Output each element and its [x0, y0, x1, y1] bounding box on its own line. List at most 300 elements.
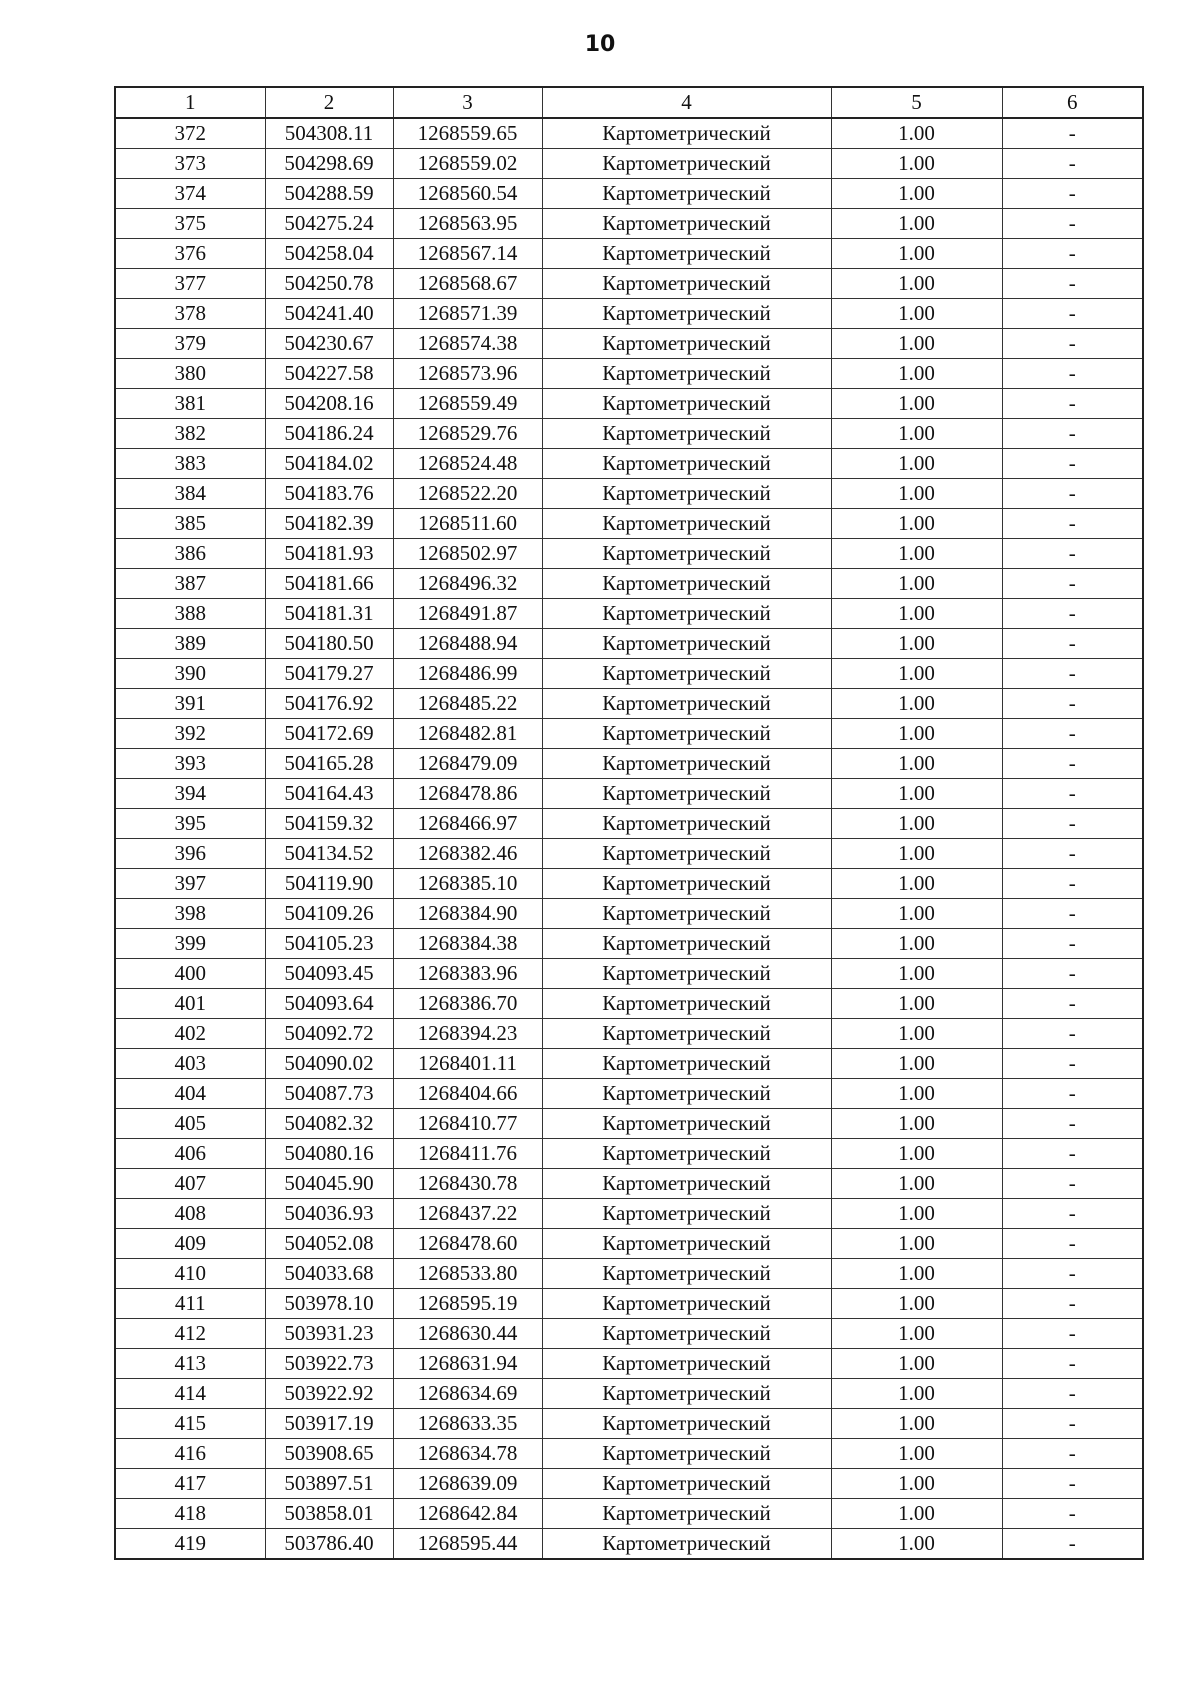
cell-note: - [1002, 1049, 1143, 1079]
cell-method: Картометрический [542, 809, 831, 839]
cell-method: Картометрический [542, 929, 831, 959]
table-row [115, 1499, 1143, 1529]
cell-method: Картометрический [542, 749, 831, 779]
cell-accuracy: 1.00 [831, 1049, 1002, 1079]
cell-coord-y: 1268479.09 [393, 749, 542, 779]
cell-method: Картометрический [542, 689, 831, 719]
cell-point-number: 385 [115, 509, 265, 539]
cell-point-number: 403 [115, 1049, 265, 1079]
table-row [115, 1199, 1143, 1229]
table-row [115, 929, 1143, 959]
table-row [115, 179, 1143, 209]
cell-coord-x: 504093.45 [265, 959, 393, 989]
cell-coord-x: 504186.24 [265, 419, 393, 449]
cell-accuracy: 1.00 [831, 1229, 1002, 1259]
cell-point-number: 396 [115, 839, 265, 869]
table-row [115, 989, 1143, 1019]
cell-method: Картометрический [542, 1259, 831, 1289]
table-row [115, 569, 1143, 599]
cell-note: - [1002, 1319, 1143, 1349]
table-row [115, 719, 1143, 749]
table-row [115, 118, 1143, 149]
cell-note: - [1002, 118, 1143, 149]
table-row [115, 419, 1143, 449]
cell-accuracy: 1.00 [831, 359, 1002, 389]
cell-coord-x: 504250.78 [265, 269, 393, 299]
table-row [115, 1439, 1143, 1469]
cell-point-number: 397 [115, 869, 265, 899]
cell-coord-y: 1268567.14 [393, 239, 542, 269]
cell-coord-y: 1268384.38 [393, 929, 542, 959]
table-row [115, 1259, 1143, 1289]
cell-coord-y: 1268430.78 [393, 1169, 542, 1199]
cell-point-number: 389 [115, 629, 265, 659]
cell-method: Картометрический [542, 1439, 831, 1469]
cell-coord-y: 1268478.86 [393, 779, 542, 809]
cell-coord-x: 504176.92 [265, 689, 393, 719]
cell-method: Картометрический [542, 899, 831, 929]
cell-point-number: 392 [115, 719, 265, 749]
table-row [115, 869, 1143, 899]
cell-method: Картометрический [542, 1109, 831, 1139]
cell-method: Картометрический [542, 419, 831, 449]
coordinates-table [114, 86, 1144, 1560]
cell-accuracy: 1.00 [831, 1349, 1002, 1379]
cell-accuracy: 1.00 [831, 509, 1002, 539]
cell-method: Картометрический [542, 599, 831, 629]
cell-note: - [1002, 899, 1143, 929]
cell-accuracy: 1.00 [831, 899, 1002, 929]
cell-coord-x: 503931.23 [265, 1319, 393, 1349]
cell-point-number: 407 [115, 1169, 265, 1199]
cell-point-number: 409 [115, 1229, 265, 1259]
cell-note: - [1002, 719, 1143, 749]
cell-note: - [1002, 599, 1143, 629]
cell-method: Картометрический [542, 659, 831, 689]
table-row [115, 1109, 1143, 1139]
cell-coord-y: 1268382.46 [393, 839, 542, 869]
cell-method: Картометрический [542, 209, 831, 239]
cell-point-number: 414 [115, 1379, 265, 1409]
cell-coord-x: 503786.40 [265, 1529, 393, 1560]
cell-method: Картометрический [542, 1019, 831, 1049]
cell-accuracy: 1.00 [831, 149, 1002, 179]
cell-note: - [1002, 1379, 1143, 1409]
cell-point-number: 411 [115, 1289, 265, 1319]
table-row [115, 779, 1143, 809]
cell-note: - [1002, 1199, 1143, 1229]
cell-note: - [1002, 209, 1143, 239]
cell-note: - [1002, 1079, 1143, 1109]
header-cell-1: 1 [115, 87, 265, 118]
cell-point-number: 384 [115, 479, 265, 509]
cell-coord-y: 1268571.39 [393, 299, 542, 329]
cell-point-number: 386 [115, 539, 265, 569]
cell-accuracy: 1.00 [831, 1079, 1002, 1109]
table-row [115, 689, 1143, 719]
cell-note: - [1002, 1139, 1143, 1169]
cell-point-number: 398 [115, 899, 265, 929]
cell-accuracy: 1.00 [831, 179, 1002, 209]
cell-note: - [1002, 449, 1143, 479]
cell-point-number: 415 [115, 1409, 265, 1439]
cell-coord-y: 1268559.65 [393, 118, 542, 149]
cell-coord-x: 504033.68 [265, 1259, 393, 1289]
cell-point-number: 379 [115, 329, 265, 359]
cell-point-number: 402 [115, 1019, 265, 1049]
cell-point-number: 413 [115, 1349, 265, 1379]
table-row [115, 1409, 1143, 1439]
table-row [115, 329, 1143, 359]
table-row [115, 239, 1143, 269]
cell-coord-x: 503922.92 [265, 1379, 393, 1409]
cell-note: - [1002, 149, 1143, 179]
cell-point-number: 375 [115, 209, 265, 239]
cell-coord-y: 1268383.96 [393, 959, 542, 989]
table-row [115, 809, 1143, 839]
cell-note: - [1002, 509, 1143, 539]
cell-coord-x: 503858.01 [265, 1499, 393, 1529]
cell-method: Картометрический [542, 389, 831, 419]
cell-method: Картометрический [542, 1379, 831, 1409]
cell-method: Картометрический [542, 1529, 831, 1560]
cell-accuracy: 1.00 [831, 1169, 1002, 1199]
cell-accuracy: 1.00 [831, 779, 1002, 809]
cell-method: Картометрический [542, 719, 831, 749]
cell-method: Картометрический [542, 1499, 831, 1529]
cell-coord-x: 504105.23 [265, 929, 393, 959]
cell-point-number: 404 [115, 1079, 265, 1109]
cell-method: Картометрический [542, 629, 831, 659]
cell-point-number: 373 [115, 149, 265, 179]
cell-note: - [1002, 359, 1143, 389]
cell-note: - [1002, 989, 1143, 1019]
cell-point-number: 395 [115, 809, 265, 839]
cell-coord-x: 504181.93 [265, 539, 393, 569]
cell-method: Картометрический [542, 869, 831, 899]
table-row [115, 599, 1143, 629]
table-row [115, 359, 1143, 389]
header-row [115, 87, 1143, 118]
table-row [115, 479, 1143, 509]
cell-coord-x: 504080.16 [265, 1139, 393, 1169]
cell-coord-y: 1268482.81 [393, 719, 542, 749]
cell-accuracy: 1.00 [831, 1199, 1002, 1229]
table-row [115, 959, 1143, 989]
cell-coord-y: 1268595.44 [393, 1529, 542, 1560]
cell-point-number: 405 [115, 1109, 265, 1139]
cell-accuracy: 1.00 [831, 1439, 1002, 1469]
cell-method: Картометрический [542, 1469, 831, 1499]
cell-note: - [1002, 809, 1143, 839]
cell-coord-x: 504182.39 [265, 509, 393, 539]
cell-coord-y: 1268524.48 [393, 449, 542, 479]
cell-method: Картометрический [542, 149, 831, 179]
cell-note: - [1002, 1019, 1143, 1049]
table-row [115, 659, 1143, 689]
cell-point-number: 399 [115, 929, 265, 959]
cell-note: - [1002, 179, 1143, 209]
cell-note: - [1002, 869, 1143, 899]
cell-coord-x: 504082.32 [265, 1109, 393, 1139]
cell-coord-x: 504288.59 [265, 179, 393, 209]
cell-note: - [1002, 779, 1143, 809]
table-row [115, 149, 1143, 179]
cell-coord-x: 504164.43 [265, 779, 393, 809]
table-header [115, 87, 1143, 118]
cell-coord-y: 1268486.99 [393, 659, 542, 689]
table-row [115, 1079, 1143, 1109]
cell-coord-x: 504227.58 [265, 359, 393, 389]
table-row [115, 1469, 1143, 1499]
cell-method: Картометрический [542, 1139, 831, 1169]
cell-coord-x: 504093.64 [265, 989, 393, 1019]
cell-note: - [1002, 1259, 1143, 1289]
header-cell-2: 2 [265, 87, 393, 118]
cell-point-number: 372 [115, 118, 265, 149]
cell-coord-x: 504181.31 [265, 599, 393, 629]
cell-coord-y: 1268639.09 [393, 1469, 542, 1499]
cell-coord-y: 1268496.32 [393, 569, 542, 599]
cell-point-number: 383 [115, 449, 265, 479]
cell-accuracy: 1.00 [831, 449, 1002, 479]
cell-note: - [1002, 929, 1143, 959]
cell-accuracy: 1.00 [831, 1109, 1002, 1139]
cell-point-number: 394 [115, 779, 265, 809]
cell-point-number: 381 [115, 389, 265, 419]
cell-accuracy: 1.00 [831, 299, 1002, 329]
cell-point-number: 418 [115, 1499, 265, 1529]
cell-note: - [1002, 1469, 1143, 1499]
cell-coord-y: 1268634.69 [393, 1379, 542, 1409]
cell-method: Картометрический [542, 359, 831, 389]
cell-point-number: 374 [115, 179, 265, 209]
cell-accuracy: 1.00 [831, 479, 1002, 509]
table-row [115, 539, 1143, 569]
cell-method: Картометрический [542, 479, 831, 509]
cell-coord-x: 504036.93 [265, 1199, 393, 1229]
cell-coord-y: 1268385.10 [393, 869, 542, 899]
cell-accuracy: 1.00 [831, 1259, 1002, 1289]
cell-coord-y: 1268511.60 [393, 509, 542, 539]
cell-method: Картометрический [542, 179, 831, 209]
cell-method: Картометрический [542, 269, 831, 299]
table-row [115, 1529, 1143, 1560]
cell-coord-x: 504119.90 [265, 869, 393, 899]
cell-point-number: 416 [115, 1439, 265, 1469]
table-row [115, 1169, 1143, 1199]
cell-coord-y: 1268488.94 [393, 629, 542, 659]
cell-point-number: 387 [115, 569, 265, 599]
cell-accuracy: 1.00 [831, 749, 1002, 779]
cell-accuracy: 1.00 [831, 209, 1002, 239]
cell-method: Картометрический [542, 1409, 831, 1439]
cell-coord-y: 1268410.77 [393, 1109, 542, 1139]
cell-accuracy: 1.00 [831, 869, 1002, 899]
cell-note: - [1002, 629, 1143, 659]
cell-coord-x: 504052.08 [265, 1229, 393, 1259]
cell-note: - [1002, 569, 1143, 599]
cell-coord-x: 504165.28 [265, 749, 393, 779]
cell-accuracy: 1.00 [831, 539, 1002, 569]
cell-accuracy: 1.00 [831, 719, 1002, 749]
table-row [115, 899, 1143, 929]
cell-note: - [1002, 299, 1143, 329]
cell-note: - [1002, 959, 1143, 989]
cell-point-number: 393 [115, 749, 265, 779]
cell-coord-y: 1268384.90 [393, 899, 542, 929]
cell-coord-y: 1268437.22 [393, 1199, 542, 1229]
cell-coord-x: 504241.40 [265, 299, 393, 329]
cell-method: Картометрический [542, 1049, 831, 1079]
cell-note: - [1002, 1109, 1143, 1139]
table-row [115, 389, 1143, 419]
cell-coord-x: 504159.32 [265, 809, 393, 839]
cell-method: Картометрический [542, 569, 831, 599]
cell-coord-y: 1268630.44 [393, 1319, 542, 1349]
table-row [115, 1019, 1143, 1049]
cell-coord-x: 504258.04 [265, 239, 393, 269]
cell-accuracy: 1.00 [831, 659, 1002, 689]
cell-accuracy: 1.00 [831, 1319, 1002, 1349]
cell-coord-y: 1268595.19 [393, 1289, 542, 1319]
cell-coord-y: 1268485.22 [393, 689, 542, 719]
cell-point-number: 380 [115, 359, 265, 389]
table-row [115, 209, 1143, 239]
cell-coord-y: 1268573.96 [393, 359, 542, 389]
cell-coord-y: 1268386.70 [393, 989, 542, 1019]
table-row [115, 839, 1143, 869]
cell-accuracy: 1.00 [831, 689, 1002, 719]
cell-coord-y: 1268522.20 [393, 479, 542, 509]
cell-point-number: 391 [115, 689, 265, 719]
cell-note: - [1002, 1439, 1143, 1469]
cell-coord-x: 504090.02 [265, 1049, 393, 1079]
cell-method: Картометрический [542, 1079, 831, 1109]
cell-accuracy: 1.00 [831, 1019, 1002, 1049]
cell-accuracy: 1.00 [831, 1289, 1002, 1319]
cell-method: Картометрический [542, 329, 831, 359]
cell-accuracy: 1.00 [831, 809, 1002, 839]
table-row [115, 449, 1143, 479]
cell-accuracy: 1.00 [831, 929, 1002, 959]
cell-coord-y: 1268574.38 [393, 329, 542, 359]
table-row [115, 1319, 1143, 1349]
table-row [115, 269, 1143, 299]
cell-method: Картометрический [542, 1229, 831, 1259]
cell-coord-x: 504308.11 [265, 118, 393, 149]
cell-note: - [1002, 1499, 1143, 1529]
cell-note: - [1002, 419, 1143, 449]
cell-coord-x: 504172.69 [265, 719, 393, 749]
cell-point-number: 377 [115, 269, 265, 299]
cell-coord-y: 1268491.87 [393, 599, 542, 629]
cell-coord-x: 504184.02 [265, 449, 393, 479]
cell-accuracy: 1.00 [831, 1499, 1002, 1529]
page-number: 10 [584, 32, 616, 57]
cell-coord-y: 1268568.67 [393, 269, 542, 299]
cell-coord-y: 1268642.84 [393, 1499, 542, 1529]
cell-point-number: 382 [115, 419, 265, 449]
cell-method: Картометрический [542, 839, 831, 869]
cell-accuracy: 1.00 [831, 599, 1002, 629]
cell-note: - [1002, 1169, 1143, 1199]
table-row [115, 299, 1143, 329]
cell-accuracy: 1.00 [831, 419, 1002, 449]
cell-method: Картометрический [542, 449, 831, 479]
cell-coord-y: 1268411.76 [393, 1139, 542, 1169]
cell-point-number: 390 [115, 659, 265, 689]
table-row [115, 629, 1143, 659]
cell-point-number: 400 [115, 959, 265, 989]
cell-coord-x: 504087.73 [265, 1079, 393, 1109]
cell-method: Картометрический [542, 959, 831, 989]
cell-coord-x: 503917.19 [265, 1409, 393, 1439]
table-row [115, 509, 1143, 539]
cell-point-number: 406 [115, 1139, 265, 1169]
cell-point-number: 376 [115, 239, 265, 269]
cell-coord-x: 503897.51 [265, 1469, 393, 1499]
cell-note: - [1002, 749, 1143, 779]
cell-method: Картометрический [542, 1349, 831, 1379]
cell-method: Картометрический [542, 1169, 831, 1199]
cell-coord-x: 504298.69 [265, 149, 393, 179]
cell-coord-y: 1268529.76 [393, 419, 542, 449]
cell-method: Картометрический [542, 1289, 831, 1319]
cell-note: - [1002, 269, 1143, 299]
cell-coord-x: 504045.90 [265, 1169, 393, 1199]
cell-point-number: 410 [115, 1259, 265, 1289]
cell-note: - [1002, 839, 1143, 869]
cell-method: Картометрический [542, 1319, 831, 1349]
cell-point-number: 417 [115, 1469, 265, 1499]
cell-note: - [1002, 389, 1143, 419]
cell-method: Картометрический [542, 239, 831, 269]
table-row [115, 1289, 1143, 1319]
cell-method: Картометрический [542, 1199, 831, 1229]
cell-coord-x: 504134.52 [265, 839, 393, 869]
cell-coord-x: 504181.66 [265, 569, 393, 599]
cell-coord-y: 1268533.80 [393, 1259, 542, 1289]
cell-coord-y: 1268631.94 [393, 1349, 542, 1379]
cell-coord-x: 504230.67 [265, 329, 393, 359]
cell-accuracy: 1.00 [831, 1379, 1002, 1409]
cell-coord-y: 1268404.66 [393, 1079, 542, 1109]
cell-point-number: 419 [115, 1529, 265, 1560]
cell-accuracy: 1.00 [831, 269, 1002, 299]
cell-coord-y: 1268560.54 [393, 179, 542, 209]
cell-coord-y: 1268502.97 [393, 539, 542, 569]
cell-method: Картометрический [542, 989, 831, 1019]
cell-note: - [1002, 239, 1143, 269]
cell-coord-x: 503922.73 [265, 1349, 393, 1379]
cell-note: - [1002, 479, 1143, 509]
cell-accuracy: 1.00 [831, 118, 1002, 149]
cell-accuracy: 1.00 [831, 1469, 1002, 1499]
cell-coord-y: 1268634.78 [393, 1439, 542, 1469]
cell-note: - [1002, 539, 1143, 569]
table-row [115, 1229, 1143, 1259]
table-row [115, 1379, 1143, 1409]
cell-method: Картометрический [542, 539, 831, 569]
cell-accuracy: 1.00 [831, 1529, 1002, 1560]
cell-point-number: 388 [115, 599, 265, 629]
cell-accuracy: 1.00 [831, 839, 1002, 869]
table-body [115, 118, 1143, 1559]
cell-note: - [1002, 659, 1143, 689]
cell-coord-x: 504180.50 [265, 629, 393, 659]
cell-note: - [1002, 689, 1143, 719]
